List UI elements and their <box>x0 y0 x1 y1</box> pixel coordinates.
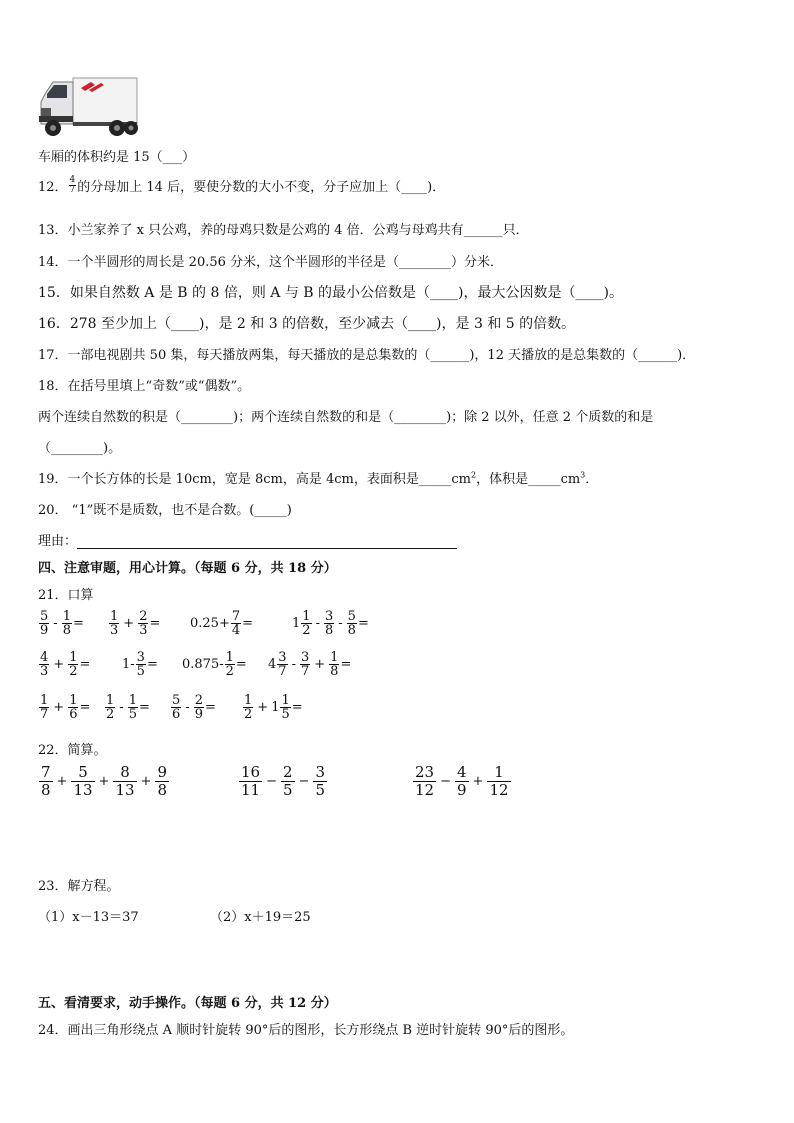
oral-row-1 <box>38 610 369 637</box>
question-20: 20． “1”既不是质数，也不是合数。(_____) <box>38 503 292 518</box>
oral-item: $\frac{1}{3}$ + $\frac{2}{3}$ = <box>110 609 161 638</box>
question-17: 17．一部电视剧共 50 集，每天播放两集，每天播放的是总集数的（______)，12 天播放的是总集数的（______)． <box>38 348 696 363</box>
oral-item: $\frac{1}{7}$ + $\frac{1}{6}$ = <box>40 693 91 722</box>
question-18-line1: 两个连续自然数的积是（________)；两个连续自然数的和是（________)；除 2 以外，任意 2 个质数的和是 <box>38 410 654 425</box>
oral-item: $\frac{5}{6}$ - $\frac{2}{9}$ = <box>172 693 216 722</box>
oral-item: 1 $\frac{1}{2}$ - $\frac{3}{8}$ - $\frac{5}{8}$ = <box>292 609 369 638</box>
oral-item: 4 $\frac{3}{7}$ - $\frac{3}{7}$ + $\frac{1}{8}$ = <box>268 650 352 679</box>
question-23: 23．解方程。 <box>38 879 120 894</box>
question-24: 24．画出三角形绕点 A 顺时针旋转 90°后的图形，长方形绕点 B 逆时针旋转 90°后的图形。 <box>38 1023 574 1038</box>
question-19: 19．一个长方体的长是 10cm，宽是 8cm，高是 4cm，表面积是$\_\_\_\_\_cm^2$，体积是$\_\_\_\_\_cm^3$． <box>38 470 599 487</box>
oral-item: $\frac{1}{2}$ - $\frac{1}{5}$ = <box>106 693 150 722</box>
equation-2: （2）x＋19＝25 <box>210 910 311 925</box>
oral-row-3 <box>38 694 303 721</box>
oral-item: $\frac{1}{2}$ + 1 $\frac{1}{5}$ = <box>244 693 303 722</box>
question-13: 13．小兰家养了 x 只公鸡，养的母鸡只数是公鸡的 4 倍．公鸡与母鸡共有______只． <box>38 223 529 238</box>
question-15: 15．如果自然数 A 是 B 的 8 倍，则 A 与 B 的最小公倍数是（____)，最大公因数是（____)。 <box>38 285 623 301</box>
equation-1: （1）x－13＝37 <box>38 910 139 925</box>
fraction-4-7: $\frac{4}{7}$ <box>69 175 76 195</box>
truck-image <box>37 72 141 138</box>
simplify-expr-1: $\frac{7}{8}$ + $\frac{5}{13}$ + $\frac{8}{13}$ + $\frac{9}{8}$ <box>41 763 167 799</box>
question-16: 16．278 至少加上（____)，是 2 和 3 的倍数，至少减去（____)，是 3 和 5 的倍数。 <box>38 316 576 332</box>
simplify-expr-2: $\frac{16}{11}$ − $\frac{2}{5}$ − $\frac{3}{5}$ <box>241 763 325 799</box>
question-12: 12． $\frac{4}{7}$ 的分母加上 14 后，要使分数的大小不变，分子应加上（____)． <box>38 175 446 195</box>
reason-line: 理由： <box>38 530 457 549</box>
oral-item: $\frac{5}{9}$ - $\frac{1}{8}$ = <box>40 609 84 638</box>
simplify-expr-3: $\frac{23}{12}$ − $\frac{4}{9}$ + $\frac{1}{12}$ <box>415 763 509 799</box>
oral-row-2 <box>38 651 351 678</box>
question-14: 14．一个半圆形的周长是 20.56 分米，这个半圆形的半径是（________）分米． <box>38 255 504 270</box>
reason-blank[interactable] <box>77 536 457 549</box>
oral-item: 0.25+ $\frac{7}{4}$ = <box>190 609 254 638</box>
section-5-heading: 五、看清要求，动手操作。（每题 6 分，共 12 分） <box>38 996 337 1011</box>
oral-item: 0.875- $\frac{1}{2}$ = <box>182 650 247 679</box>
question-18-title: 18．在括号里填上“奇数”或“偶数”。 <box>38 379 251 394</box>
oral-item: $\frac{4}{3}$ + $\frac{1}{2}$ = <box>40 650 91 679</box>
question-21: 21．口算 <box>38 588 94 603</box>
question-22: 22．简算。 <box>38 743 107 758</box>
oral-item: 1- $\frac{3}{5}$ = <box>122 650 158 679</box>
section-4-heading: 四、注意审题，用心计算。（每题 6 分，共 18 分） <box>38 561 337 576</box>
question-18-line2: （________)。 <box>38 441 122 456</box>
truck-question: 车厢的体积约是 15（___） <box>38 150 196 165</box>
